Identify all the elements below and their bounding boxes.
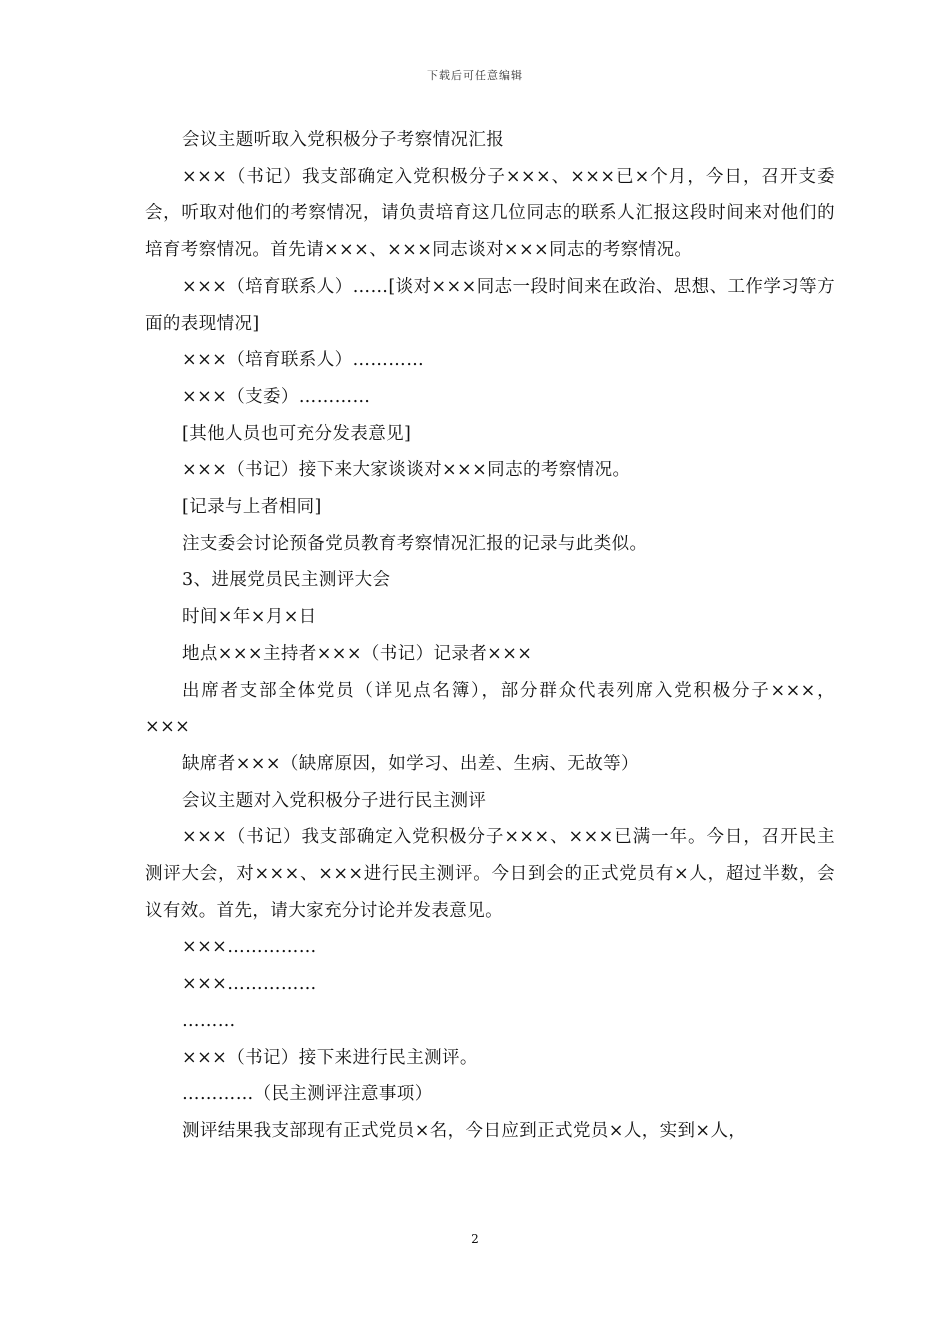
paragraph: 会议主题对入党积极分子进行民主测评	[182, 790, 487, 811]
paragraph: ×××（书记）接下来进行民主测评。	[182, 1047, 478, 1068]
paragraph: ×××（支委）…………	[182, 386, 371, 407]
paragraph: ×××……………	[182, 974, 317, 995]
paragraph: ×××（书记）我支部确定入党积极分子×××、×××已×个月，今日，召开支委会，听取对他们的考察情况，请负责培育这几位同志的联系人汇报这段时间来对他们的培育考察情况。首先请×××、×××同志谈对×××同志的考察情况。	[145, 166, 835, 261]
paragraph: ×××（培育联系人）……[谈对×××同志一段时间来在政治、思想、工作学习等方面的表现情况]	[145, 276, 835, 334]
paragraph: [其他人员也可充分发表意见]	[182, 423, 412, 444]
page-header: 下载后可任意编辑	[427, 69, 523, 82]
paragraph: 注支委会讨论预备党员教育考察情况汇报的记录与此类似。	[182, 533, 648, 554]
paragraph: …………（民主测评注意事项）	[182, 1084, 433, 1105]
paragraph: 地点×××主持者×××（书记）记录者×××	[182, 643, 533, 664]
paragraph: 缺席者×××（缺席原因，如学习、出差、生病、无故等）	[182, 753, 639, 774]
paragraph: ×××……………	[182, 937, 317, 958]
paragraph: ×××（书记）接下来大家谈谈对×××同志的考察情况。	[182, 460, 631, 481]
paragraph: 出席者支部全体党员（详见点名簿），部分群众代表列席入党积极分子×××，×××	[145, 680, 835, 738]
paragraph: 会议主题听取入党积极分子考察情况汇报	[182, 130, 505, 150]
page-number: 2	[471, 1232, 479, 1246]
paragraph: ………	[182, 1010, 236, 1031]
paragraph: 时间×年×月×日	[182, 607, 317, 628]
section-heading: 3、进展党员民主测评大会	[182, 570, 391, 591]
paragraph: ×××（培育联系人）…………	[182, 350, 425, 371]
paragraph: ×××（书记）我支部确定入党积极分子×××、×××已满一年。今日，召开民主测评大会，对×××、×××进行民主测评。今日到会的正式党员有×人，超过半数，会议有效。首先，请大家充分讨论并发表意见。	[145, 827, 835, 921]
paragraph: 测评结果我支部现有正式党员×名，今日应到正式党员×人，实到×人，	[182, 1120, 747, 1141]
document-body	[145, 122, 835, 1150]
paragraph: [记录与上者相同]	[182, 497, 322, 518]
